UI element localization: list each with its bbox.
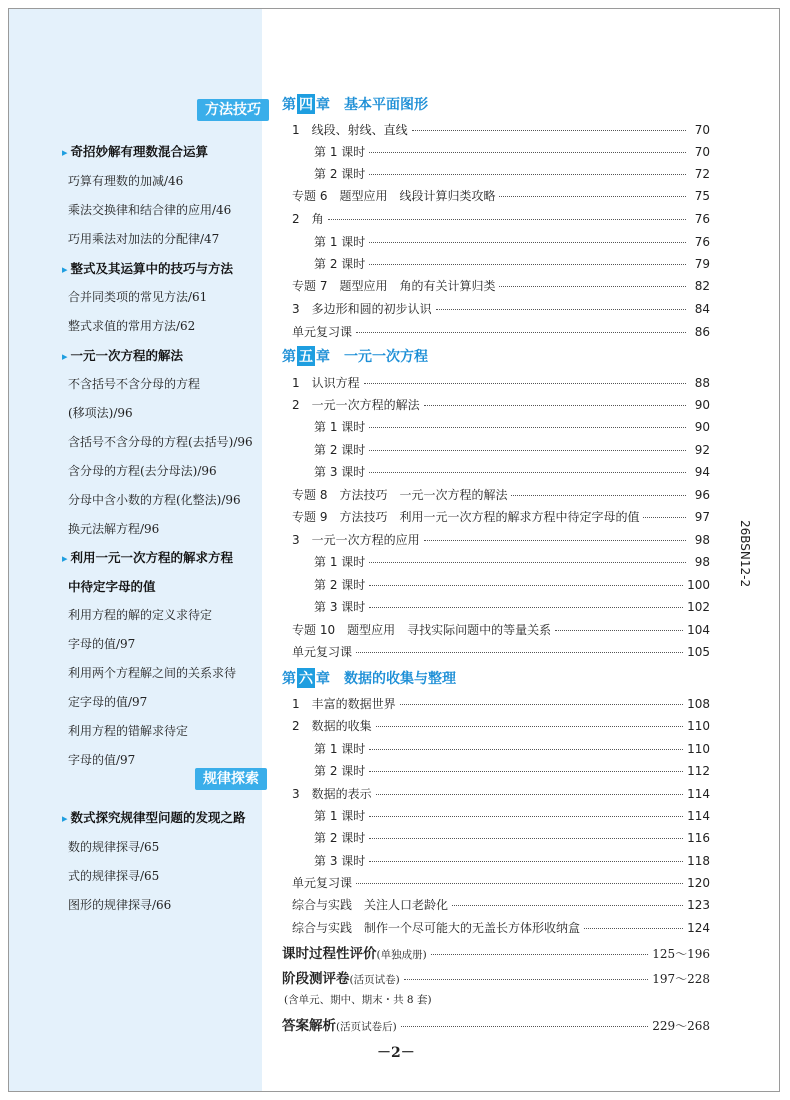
toc-label: 第 2 课时 xyxy=(314,443,366,457)
leader-dots xyxy=(436,309,686,310)
toc-label: 第 1 课时 xyxy=(314,145,366,159)
leader-dots xyxy=(369,607,683,608)
toc-page: 110 xyxy=(687,742,710,756)
toc-page: 94 xyxy=(694,465,710,479)
chapter-heading[interactable] xyxy=(282,668,456,688)
toc-page: 125～196 xyxy=(652,947,710,961)
toc-page: 102 xyxy=(687,600,710,614)
sidebar-group-title: ▸ 数式探究规律型问题的发现之路 xyxy=(62,808,246,826)
toc-page: 70 xyxy=(694,145,710,159)
toc-page: 84 xyxy=(694,302,710,316)
leader-dots xyxy=(376,794,683,795)
leader-dots xyxy=(400,704,683,705)
chapter-title: 一元一次方程 xyxy=(344,349,428,365)
toc-label: 单元复习课 xyxy=(292,645,353,659)
sidebar-item: 利用方程的错解求待定 xyxy=(68,724,189,738)
sidebar-group-title: ▸ 奇招妙解有理数混合运算 xyxy=(62,142,208,160)
toc-entry[interactable] xyxy=(292,121,710,138)
leader-dots xyxy=(328,219,686,220)
toc-page: 116 xyxy=(687,831,710,845)
toc-entry[interactable] xyxy=(292,486,710,503)
toc-entry[interactable] xyxy=(292,187,710,204)
leader-dots xyxy=(369,562,686,563)
sidebar-header-patterns: 规律探索 xyxy=(195,768,267,790)
leader-dots xyxy=(369,771,683,772)
toc-entry[interactable] xyxy=(314,807,710,824)
toc-label: 3 多边形和圆的初步认识 xyxy=(292,302,432,316)
toc-label: 2 数据的收集 xyxy=(292,719,372,733)
toc-entry[interactable] xyxy=(292,717,710,734)
toc-page: 229～268 xyxy=(652,1019,710,1033)
sidebar-item: 利用方程的解的定义求待定 xyxy=(68,608,213,622)
toc-page: 114 xyxy=(687,787,710,801)
tests-note: (含单元、期中、期末・共 8 套) xyxy=(284,994,432,1006)
sidebar-group-title: ▸ 利用一元一次方程的解求方程 xyxy=(62,548,233,566)
leader-dots xyxy=(401,1026,648,1027)
leader-dots xyxy=(555,630,683,631)
toc-label: 第 1 课时 xyxy=(314,742,366,756)
sidebar-group-title: ▸ 一元一次方程的解法 xyxy=(62,346,183,364)
sidebar-item: 利用两个方程解之间的关系求待 xyxy=(68,666,237,680)
side-code: 26BSN12-2 xyxy=(738,520,752,588)
toc-entry-evaluation[interactable] xyxy=(282,942,710,962)
sidebar-item: 分母中含小数的方程(化整法)/96 xyxy=(68,493,241,507)
toc-label: 第 1 课时 xyxy=(314,235,366,249)
toc-page: 98 xyxy=(694,533,710,547)
leader-dots xyxy=(369,152,686,153)
toc-entry[interactable] xyxy=(314,598,710,615)
toc-entry[interactable] xyxy=(292,785,710,802)
toc-sub: (活页试卷后) xyxy=(336,1021,397,1033)
toc-entry[interactable] xyxy=(292,643,710,660)
leader-dots xyxy=(369,242,686,243)
toc-page: 86 xyxy=(694,325,710,339)
toc-label xyxy=(282,967,400,987)
toc-entry[interactable] xyxy=(314,576,710,593)
sidebar-item: 合并同类项的常见方法/61 xyxy=(68,290,208,304)
sidebar-header-methods: 方法技巧 xyxy=(197,99,269,121)
toc-page: 104 xyxy=(687,623,710,637)
leader-dots xyxy=(369,816,683,817)
toc-page: 70 xyxy=(694,123,710,137)
toc-entry[interactable] xyxy=(292,374,710,391)
toc-entry[interactable] xyxy=(314,829,710,846)
toc-entry[interactable] xyxy=(314,553,710,570)
sidebar-item: 整式求值的常用方法/62 xyxy=(68,319,196,333)
toc-label: 第 1 课时 xyxy=(314,809,366,823)
toc-entry[interactable] xyxy=(292,396,710,413)
leader-dots xyxy=(452,905,683,906)
toc-main: 阶段测评卷 xyxy=(282,971,350,987)
leader-dots xyxy=(643,517,686,518)
toc-page: 97 xyxy=(694,510,710,524)
toc-label: 第 2 课时 xyxy=(314,764,366,778)
sidebar-item: 图形的规律探寻/66 xyxy=(68,898,172,912)
toc-main: 课时过程性评价 xyxy=(282,946,377,962)
toc-label: 专题 9 方法技巧 利用一元一次方程的解求方程中待定字母的值 xyxy=(292,510,640,524)
toc-label: 第 2 课时 xyxy=(314,578,366,592)
toc-page: 90 xyxy=(694,398,710,412)
toc-page: 72 xyxy=(694,167,710,181)
toc-entry[interactable] xyxy=(314,463,710,480)
toc-page: 100 xyxy=(687,578,710,592)
chapter-number: 五 xyxy=(297,346,315,366)
leader-dots xyxy=(369,427,686,428)
leader-dots xyxy=(584,928,683,929)
chapter-heading[interactable] xyxy=(282,94,428,114)
chapter-suffix: 章 xyxy=(316,97,330,113)
sidebar-item: 巧用乘法对加法的分配律/47 xyxy=(68,232,220,246)
toc-label: 3 数据的表示 xyxy=(292,787,372,801)
leader-dots xyxy=(369,450,686,451)
chapter-heading[interactable] xyxy=(282,346,428,366)
toc-label: 单元复习课 xyxy=(292,325,353,339)
toc-page: 114 xyxy=(687,809,710,823)
toc-label: 3 一元一次方程的应用 xyxy=(292,533,420,547)
toc-page: 197～228 xyxy=(652,972,710,986)
chapter-title: 数据的收集与整理 xyxy=(344,671,456,687)
leader-dots xyxy=(369,174,686,175)
leader-dots xyxy=(424,405,686,406)
toc-entry[interactable] xyxy=(314,418,710,435)
sidebar-item: (移项法)/96 xyxy=(68,406,133,420)
toc-entry-tests[interactable] xyxy=(282,967,710,987)
toc-label: 综合与实践 制作一个尽可能大的无盖长方体形收纳盒 xyxy=(292,921,581,935)
toc-entry[interactable] xyxy=(292,896,710,913)
toc-label: 第 2 课时 xyxy=(314,257,366,271)
leader-dots xyxy=(356,652,683,653)
toc-entry[interactable] xyxy=(314,441,710,458)
toc-page: 105 xyxy=(687,645,710,659)
toc-label xyxy=(282,1014,397,1034)
toc-label: 1 认识方程 xyxy=(292,376,360,390)
sidebar-item: 字母的值/97 xyxy=(68,637,136,651)
toc-entry[interactable] xyxy=(292,508,710,525)
chapter-prefix: 第 xyxy=(282,349,296,365)
leader-dots xyxy=(424,540,686,541)
toc-page: 120 xyxy=(687,876,710,890)
leader-dots xyxy=(369,585,683,586)
leader-dots xyxy=(431,954,648,955)
toc-label: 第 2 课时 xyxy=(314,831,366,845)
toc-label: 综合与实践 关注人口老龄化 xyxy=(292,898,449,912)
sidebar-item: 换元法解方程/96 xyxy=(68,522,160,536)
toc-label: 2 角 xyxy=(292,212,324,226)
toc-page: 75 xyxy=(694,189,710,203)
sidebar-group-title: ▸ 整式及其运算中的技巧与方法 xyxy=(62,259,233,277)
chapter-suffix: 章 xyxy=(316,671,330,687)
chapter-prefix: 第 xyxy=(282,671,296,687)
toc-page: 112 xyxy=(687,764,710,778)
leader-dots xyxy=(412,130,686,131)
toc-entry[interactable] xyxy=(314,852,710,869)
sidebar-item: 乘法交换律和结合律的应用/46 xyxy=(68,203,232,217)
chapter-suffix: 章 xyxy=(316,349,330,365)
toc-page: 96 xyxy=(694,488,710,502)
toc-label: 单元复习课 xyxy=(292,876,353,890)
toc-label: 专题 7 题型应用 角的有关计算归类 xyxy=(292,279,496,293)
sidebar-item: 含分母的方程(去分母法)/96 xyxy=(68,464,217,478)
toc-main: 答案解析 xyxy=(282,1018,336,1034)
toc-label: 专题 10 题型应用 寻找实际问题中的等量关系 xyxy=(292,623,552,637)
toc-entry[interactable] xyxy=(292,919,710,936)
sidebar-item: 含括号不含分母的方程(去括号)/96 xyxy=(68,435,253,449)
toc-entry[interactable] xyxy=(292,277,710,294)
toc-page: 123 xyxy=(687,898,710,912)
toc-entry[interactable] xyxy=(314,255,710,272)
sidebar-item: 式的规律探寻/65 xyxy=(68,869,160,883)
sidebar-item: 字母的值/97 xyxy=(68,753,136,767)
toc-label: 第 3 课时 xyxy=(314,465,366,479)
chapter-number: 六 xyxy=(297,668,315,688)
toc-page: 79 xyxy=(694,257,710,271)
leader-dots xyxy=(499,286,686,287)
toc-page: 118 xyxy=(687,854,710,868)
toc-entry[interactable] xyxy=(292,874,710,891)
chapter-title: 基本平面图形 xyxy=(344,97,428,113)
leader-dots xyxy=(404,979,648,980)
toc-page: 110 xyxy=(687,719,710,733)
toc-entry[interactable] xyxy=(314,143,710,160)
toc-entry[interactable] xyxy=(292,531,710,548)
sidebar-group-title-cont: 中待定字母的值 xyxy=(68,579,156,594)
sidebar-item: 不含括号不含分母的方程 xyxy=(68,377,201,391)
toc-page: 98 xyxy=(694,555,710,569)
toc-page: 76 xyxy=(694,212,710,226)
toc-entry[interactable] xyxy=(292,621,710,638)
toc-label: 第 1 课时 xyxy=(314,420,366,434)
chapter-prefix: 第 xyxy=(282,97,296,113)
toc-entry[interactable] xyxy=(314,233,710,250)
toc-entry[interactable] xyxy=(292,210,710,227)
sidebar-item: 巧算有理数的加减/46 xyxy=(68,174,184,188)
leader-dots xyxy=(364,383,686,384)
toc-page: 92 xyxy=(694,443,710,457)
leader-dots xyxy=(369,472,686,473)
sidebar-item: 数的规律探寻/65 xyxy=(68,840,160,854)
leader-dots xyxy=(499,196,686,197)
toc-label: 专题 6 题型应用 线段计算归类攻略 xyxy=(292,189,496,203)
leader-dots xyxy=(369,264,686,265)
sidebar-item: 定字母的值/97 xyxy=(68,695,148,709)
toc-entry[interactable] xyxy=(292,323,710,340)
toc-label: 1 丰富的数据世界 xyxy=(292,697,396,711)
toc-label: 1 线段、射线、直线 xyxy=(292,123,408,137)
toc-label xyxy=(282,942,427,962)
toc-sub: (单独成册) xyxy=(376,949,427,961)
toc-page: 124 xyxy=(687,921,710,935)
leader-dots xyxy=(356,883,683,884)
toc-sub: (活页试卷) xyxy=(349,974,400,986)
leader-dots xyxy=(369,861,683,862)
toc-entry[interactable] xyxy=(292,300,710,317)
leader-dots xyxy=(376,726,683,727)
toc-label: 第 3 课时 xyxy=(314,600,366,614)
chapter-number: 四 xyxy=(297,94,315,114)
toc-label: 2 一元一次方程的解法 xyxy=(292,398,420,412)
toc-entry-answers[interactable] xyxy=(282,1014,710,1034)
toc-page: 88 xyxy=(694,376,710,390)
page-number: －2－ xyxy=(377,1045,415,1061)
toc-entry[interactable] xyxy=(292,695,710,712)
toc-label: 第 2 课时 xyxy=(314,167,366,181)
leader-dots xyxy=(356,332,686,333)
leader-dots xyxy=(369,838,683,839)
leader-dots xyxy=(511,495,686,496)
toc-page: 76 xyxy=(694,235,710,249)
toc-page: 108 xyxy=(687,697,710,711)
leader-dots xyxy=(369,749,683,750)
toc-page: 82 xyxy=(694,279,710,293)
toc-page: 90 xyxy=(694,420,710,434)
toc-label: 第 1 课时 xyxy=(314,555,366,569)
toc-entry[interactable] xyxy=(314,762,710,779)
toc-label: 第 3 课时 xyxy=(314,854,366,868)
toc-entry[interactable] xyxy=(314,740,710,757)
toc-label: 专题 8 方法技巧 一元一次方程的解法 xyxy=(292,488,508,502)
toc-entry[interactable] xyxy=(314,165,710,182)
